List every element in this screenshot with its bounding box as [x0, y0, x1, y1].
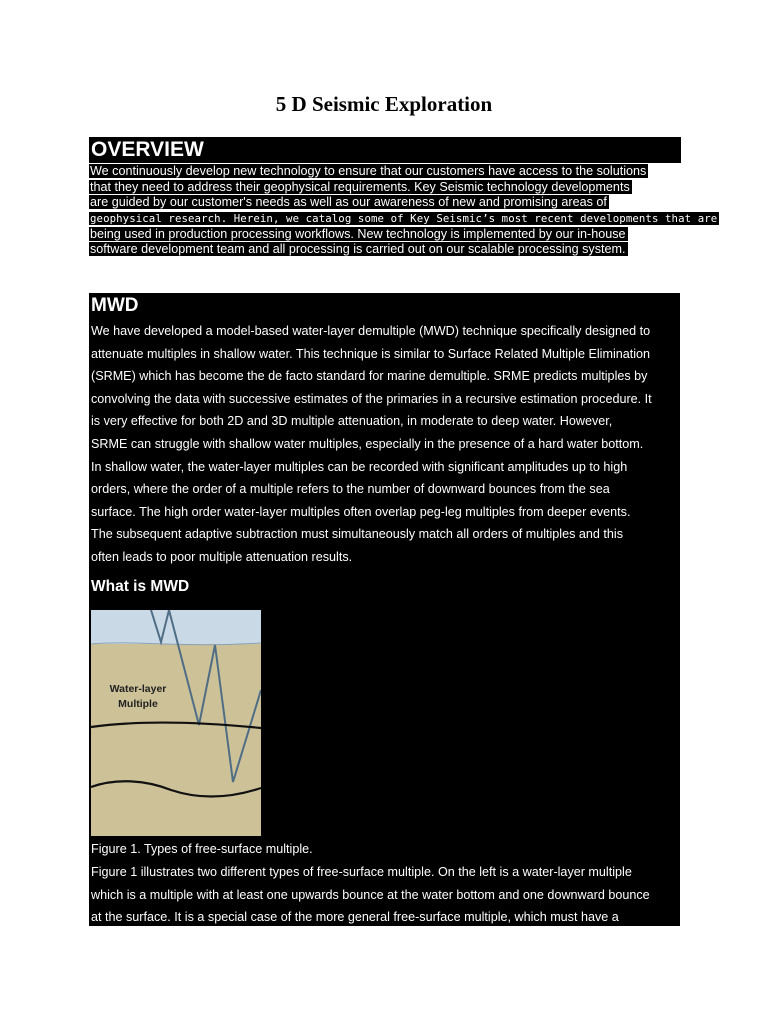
mwd-section: [89, 293, 680, 926]
paragraph-line: surface. The high order water-layer multiples often overlap peg-leg multiples from deeper events.: [91, 504, 631, 519]
paragraph-line: Figure 1 illustrates two different types of free-surface multiple. On the left is a water-layer multiple: [91, 865, 632, 879]
what-is-mwd-heading: What is MWD: [91, 578, 190, 595]
water-layer-multiple-figure: [91, 610, 261, 836]
paragraph-line: which is a multiple with at least one upwards bounce at the water bottom and one downward bounce: [91, 887, 650, 902]
overview-line: software development team and all processing is carried out on our scalable processing system.: [90, 242, 626, 257]
figure-caption: Figure 1. Types of free-surface multiple.: [91, 842, 313, 856]
overview-heading: OVERVIEW: [89, 137, 681, 163]
overview-line: geophysical research. Herein, we catalog some of Key Seismic’s most recent developments that are: [90, 212, 718, 226]
figure-label-line1: Water-layer: [109, 683, 167, 695]
figure-label-line2: Multiple: [118, 698, 158, 710]
paragraph-line: is very effective for both 2D and 3D multiple attenuation, in moderate to deep water. However,: [91, 414, 613, 429]
overview-section: [89, 137, 718, 257]
paragraph-line: We have developed a model-based water-layer demultiple (MWD) technique specifically designed to: [91, 324, 651, 338]
overview-line: We continuously develop new technology to ensure that our customers have access to the solutions: [90, 164, 647, 178]
mwd-heading: MWD: [91, 295, 139, 316]
sediment-layer: [91, 644, 261, 836]
paragraph-line: attenuate multiples in shallow water. This technique is similar to Surface Related Multiple Elimination: [91, 346, 651, 361]
figure-description: [91, 861, 680, 926]
paragraph-line: (SRME) which has become the de facto standard for marine demultiple. SRME predicts multiples by: [91, 369, 648, 384]
paragraph-line: The subsequent adaptive subtraction must simultaneously match all orders of multiples and this: [91, 527, 624, 542]
paragraph-line: SRME can struggle with shallow water multiples, especially in the presence of a hard water bottom.: [91, 436, 644, 451]
paragraph-line: often leads to poor multiple attenuation results.: [91, 549, 353, 564]
mwd-paragraph: [91, 320, 680, 569]
paragraph-line: at the surface. It is a special case of the more general free-surface multiple, which must have a: [91, 910, 619, 925]
overview-line: that they need to address their geophysical requirements. Key Seismic technology developments: [90, 179, 630, 194]
paragraph-line: convolving the data with successive estimates of the primaries in a recursive estimation procedure. It: [91, 391, 652, 406]
paragraph-line: orders, where the order of a multiple refers to the number of downward bounces from the sea: [91, 482, 610, 497]
paragraph-line: In shallow water, the water-layer multiples can be recorded with significant amplitudes up to high: [91, 459, 628, 474]
overview-line: being used in production processing workflows. New technology is implemented by our in-house: [90, 226, 626, 241]
overview-body: [89, 163, 718, 257]
overview-line: are guided by our customer's needs as well as our awareness of new and promising areas of: [90, 195, 607, 210]
page-title: 5 D Seismic Exploration: [275, 92, 493, 116]
